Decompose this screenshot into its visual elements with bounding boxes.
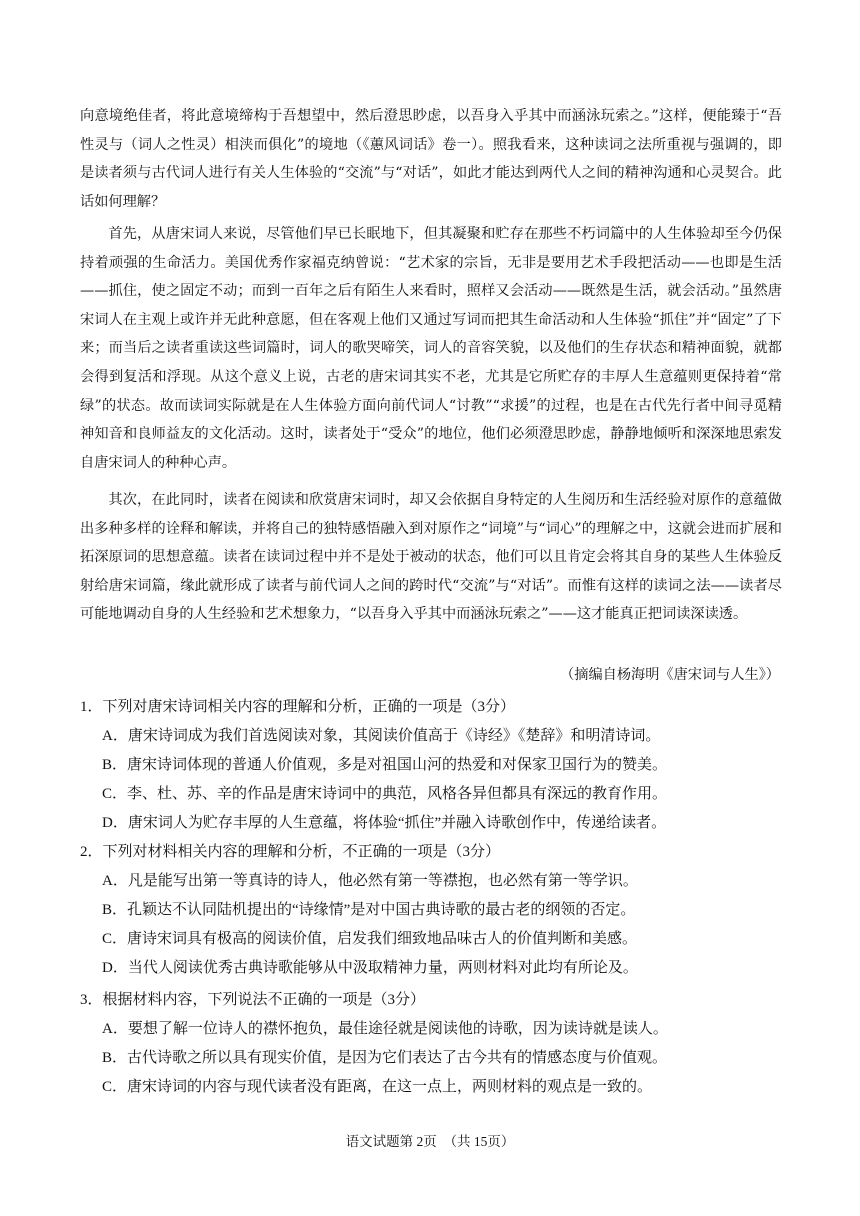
question-2-option-a: A．凡是能写出第一等真诗的诗人，他必然有第一等襟抱，也必然有第一等学识。 [102,873,638,889]
passage-paragraph-1: 向意境绝佳者，将此意境缔构于吾想望中，然后澄思眇虑，以吾身入乎其中而涵泳玩索之。”这样，便能臻于“吾性灵与（词人之性灵）相浃而俱化”的境地（《蕙风词话》卷一）。照我看来，这种读词之法所重视与强调的，即是读者须与古代词人进行有关人生体验的“交流”与“对话”，如此才能达到两代人之间的精神沟通和心灵契合。此话如何理解？ [80,108,782,210]
passage-paragraph-3: 其次，在此同时，读者在阅读和欣赏唐宋词时，却又会依据自身特定的人生阅历和生活经验对原作的意蕴做出多种多样的诠释和解读，并将自己的独特感悟融入到对原作之“词境”与“词心”的理解之中，这就会进而扩展和拓深原词的思想意蕴。读者在读词过程中并不是处于被动的状态，他们可以且肯定会将其自身的某些人生体验反射给唐宋词篇，缘此就形成了读者与前代词人之间的跨时代“交流”与“对话”。而惟有这样的读词之法——读者尽可能地调动自身的人生经验和艺术想象力，“以吾身入乎其中而涵泳玩索之”——这才能真正把词读深读透。 [80,492,782,623]
question-2-option-d: D．当代人阅读优秀古典诗歌能够从中汲取精神力量，两则材料对此均有所论及。 [102,960,638,976]
question-3-option-a: A．要想了解一位诗人的襟怀抱负，最佳途径就是阅读他的诗歌，因为读诗就是读人。 [102,1021,668,1037]
question-1 [80,691,782,838]
question-1-option-c: C．李、杜、苏、辛的作品是唐宋诗词中的典范，风格各异但都具有深远的教育作用。 [102,786,668,802]
passage-source: （摘编自杨海明《唐宋词与人生》） [560,667,780,683]
question-3-option-c: C．唐宋诗词的内容与现代读者没有距离，在这一点上，两则材料的观点是一致的。 [102,1079,653,1095]
passage-paragraph-2: 首先，从唐宋词人来说，尽管他们早已长眠地下，但其凝聚和贮存在那些不朽词篇中的人生体验却至今仍保持着顽强的生命活力。美国优秀作家福克纳曾说：“艺术家的宗旨，无非是要用艺术手段把活动——也即是生活——抓住，使之固定不动；而到一百年之后有陌生人来看时，照样又会活动——既然是生活，就会活动。”虽然唐宋词人在主观上或许并无此种意愿，但在客观上他们又通过写词而把其生命活动和人生体验“抓住”并“固定”了下来；而当后之读者重读这些词篇时，词人的歌哭啼笑，词人的音容笑貌，以及他们的生存状态和精神面貌，就都会得到复活和浮现。从这个意义上说，古老的唐宋词其实不老，尤其是它所贮存的丰厚人生意蕴则更保持着“常绿”的状态。故而读词实际就是在人生体验方面向前代词人“讨教”“求援”的过程，也是在古代先行者中间寻觅精神知音和良师益友的文化活动。这时，读者处于“受众”的地位，他们必须澄思眇虑，静静地倾听和深深地思索发自唐宋词人的种种心声。 [80,226,782,471]
question-1-stem: 1．下列对唐宋诗词相关内容的理解和分析，正确的一项是（3分） [80,699,516,715]
question-3-option-b: B．古代诗歌之所以具有现实价值，是因为它们表达了古今共有的情感态度与价值观。 [102,1050,668,1066]
question-2 [80,837,782,983]
question-3 [80,985,782,1102]
question-2-stem: 2．下列对材料相关内容的理解和分析，不正确的一项是（3分） [80,844,501,860]
question-1-option-b: B．唐宋诗词体现的普通人价值观，多是对祖国山河的热爱和对保家卫国行为的赞美。 [102,757,668,773]
question-3-stem: 3．根据材料内容，下列说法不正确的一项是（3分） [80,992,426,1008]
question-1-option-d: D．唐宋词人为贮存丰厚的人生意蕴，将体验“抓住”并融入诗歌创作中，传递给读者。 [102,815,667,831]
question-2-option-c: C．唐诗宋词具有极高的阅读价值，启发我们细致地品味古人的价值判断和美感。 [102,931,638,947]
page-footer: 语文试题第 2页 （共 15页） [345,1134,515,1149]
question-2-option-b: B．孔颖达不认同陆机提出的“诗缘情”是对中国古典诗歌的最古老的纲领的否定。 [102,902,636,918]
question-1-option-a: A．唐宋诗词成为我们首选阅读对象，其阅读价值高于《诗经》《楚辞》和明清诗词。 [102,728,661,744]
